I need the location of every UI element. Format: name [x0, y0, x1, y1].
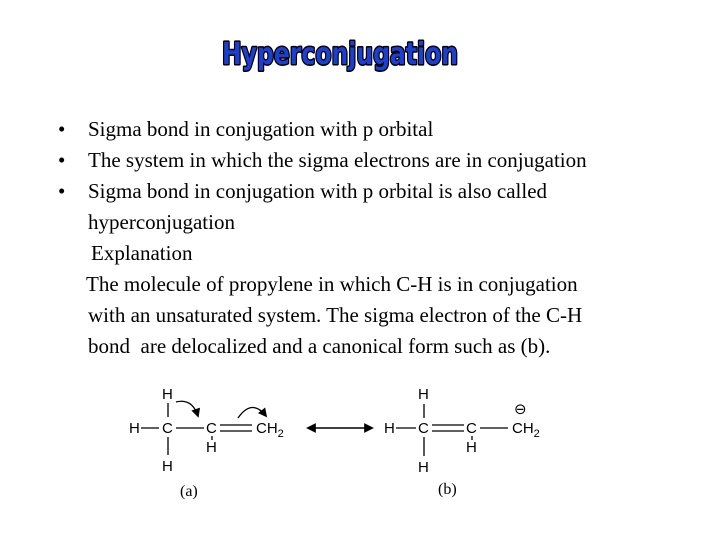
bullet-item	[58, 114, 698, 145]
atom-h: H	[162, 458, 173, 475]
atom-h: H	[418, 459, 429, 476]
bullet-marker: •	[58, 117, 66, 141]
explanation-text-line: with an unsaturated system. The sigma electron of the C-H	[88, 303, 583, 327]
explanation-text-line: bond are delocalized and a canonical form such as (b).	[88, 334, 551, 358]
bullet-text: The system in which the sigma electrons are in conjugation	[88, 148, 587, 172]
atom-h: H	[206, 439, 217, 456]
bullet-text: Sigma bond in conjugation with p orbital is also called	[88, 179, 548, 203]
slide-title-text: Hyperconjugation	[222, 37, 458, 72]
bullet-item	[58, 145, 698, 176]
structure-label: (a)	[180, 483, 198, 500]
explanation-heading: Explanation	[91, 241, 193, 265]
atom-c: C	[466, 420, 477, 437]
slide-body	[58, 114, 698, 362]
structure-label: (b)	[438, 481, 457, 498]
structure-a	[129, 386, 284, 500]
atom-c: C	[162, 420, 173, 437]
bullet-marker: •	[58, 179, 66, 203]
atom-h: H	[418, 386, 429, 403]
bullet-marker: •	[58, 148, 66, 172]
atom-c: C	[206, 420, 217, 437]
electron-shift-arrow	[238, 407, 266, 418]
atom-h: H	[129, 420, 140, 437]
explanation-text-line: The molecule of propylene in which C-H is in conjugation	[86, 272, 578, 296]
atom-c: C	[418, 420, 429, 437]
bullet-continuation: hyperconjugation	[88, 210, 235, 234]
slide-title	[218, 30, 462, 78]
propylene-resonance-diagram	[120, 380, 560, 510]
electron-shift-arrow	[176, 401, 198, 416]
bullet-item	[58, 176, 698, 207]
atom-ch2: $CH_2$	[256, 420, 284, 440]
negative-charge: ⊖	[514, 401, 527, 418]
atom-h: H	[466, 439, 477, 456]
slide-title-wordart	[218, 30, 462, 78]
atom-h: H	[162, 386, 173, 403]
bullet-text: Sigma bond in conjugation with p orbital	[88, 117, 434, 141]
atom-h: H	[384, 420, 395, 437]
structure-b	[384, 386, 540, 498]
atom-ch2: $CH_2$	[512, 420, 540, 440]
